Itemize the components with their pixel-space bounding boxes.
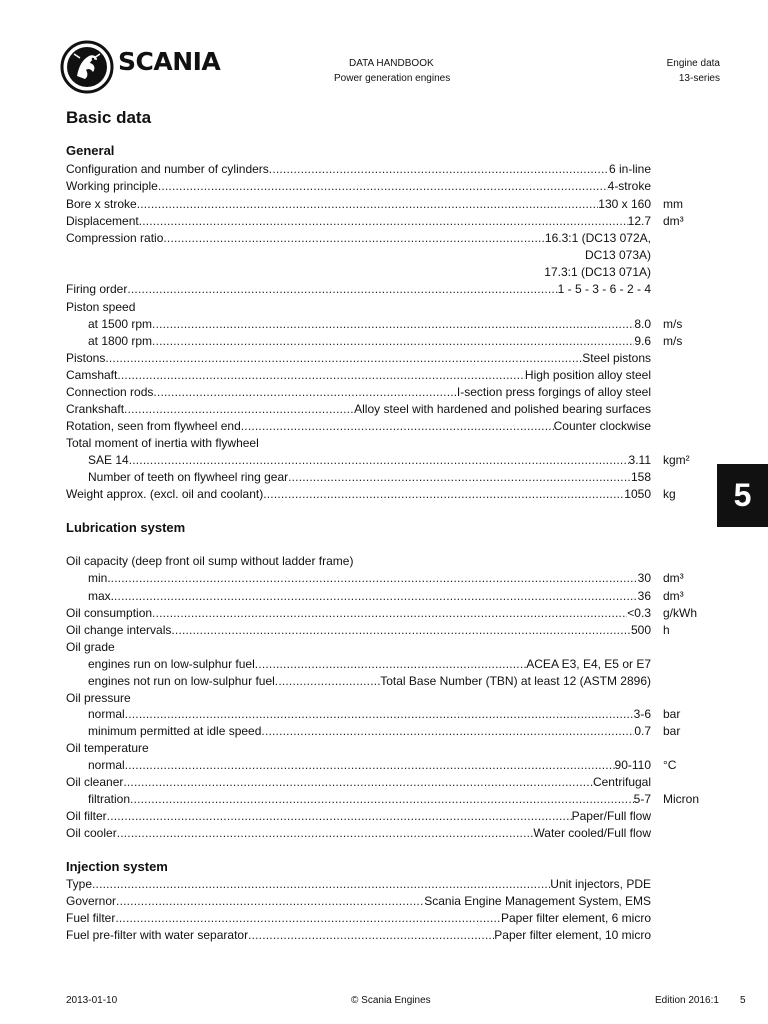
spec-label: Oil pressure	[66, 691, 131, 705]
leader-dots	[152, 333, 634, 349]
spec-row-oil-cleaner	[66, 774, 651, 790]
spec-value: Unit injectors, PDE	[550, 877, 651, 891]
leader-dots	[129, 452, 629, 468]
spec-label: Displacement	[66, 214, 139, 228]
spec-value: Steel pistons	[582, 351, 651, 365]
spec-label: SAE 14	[88, 453, 129, 467]
spec-label: min.	[88, 571, 111, 585]
leader-dots	[125, 757, 615, 773]
spec-value: Total Base Number (TBN) at least 12 (ASTM 2896)	[380, 674, 651, 688]
spec-label: Oil capacity (deep front oil sump without ladder frame)	[66, 554, 354, 568]
spec-row-not-low-sulphur	[88, 673, 651, 689]
spec-row-oil-temperature	[66, 740, 651, 756]
spec-label: Oil consumption	[66, 606, 153, 620]
spec-label: minimum permitted at idle speed	[88, 724, 262, 738]
leader-dots	[127, 281, 557, 297]
spec-row-configuration	[66, 161, 651, 177]
spec-row-oil-filter	[66, 808, 651, 824]
spec-label: Working principle	[66, 179, 158, 193]
spec-label: max.	[88, 589, 115, 603]
leader-dots	[263, 486, 624, 502]
spec-row-displacement	[66, 213, 651, 229]
spec-label: Camshaft	[66, 368, 118, 382]
spec-label: at 1800 rpm	[88, 334, 153, 348]
spec-value: 1050	[624, 487, 651, 501]
spec-value: 158	[630, 470, 651, 484]
spec-row-temp-normal	[88, 757, 651, 773]
spec-row-sae14	[88, 452, 651, 468]
spec-value: 3.11	[628, 453, 651, 467]
spec-row-low-sulphur	[88, 656, 651, 672]
spec-row-oil-pressure	[66, 690, 651, 706]
leader-dots	[123, 774, 593, 790]
spec-label: Type	[66, 877, 93, 891]
spec-row-camshaft	[66, 367, 651, 383]
spec-label: Governor	[66, 894, 117, 908]
chapter-tab: 5	[717, 464, 768, 527]
footer-copyright: © Scania Engines	[351, 995, 431, 1006]
leader-dots	[241, 418, 554, 434]
spec-row-pressure-idle	[88, 723, 651, 739]
leader-dots	[163, 230, 545, 246]
spec-value: Centrifugal	[592, 775, 651, 789]
leader-dots	[261, 723, 634, 739]
spec-label: Piston speed	[66, 300, 136, 314]
spec-row-oil-cooler	[66, 825, 651, 841]
spec-value: 90-110	[614, 758, 651, 772]
brand-name: SCANIA	[118, 47, 221, 76]
spec-value: Counter clockwise	[553, 419, 651, 433]
spec-value: 6 in-line	[608, 162, 651, 176]
spec-value: 16.3:1 (DC13 072A,	[544, 231, 651, 245]
spec-value: Alloy steel with hardened and polished bearing surfaces	[354, 402, 651, 416]
leader-dots	[124, 401, 354, 417]
spec-row-pressure-normal	[88, 706, 651, 722]
spec-value: 12.7	[627, 214, 651, 228]
spec-row-pistons	[66, 350, 651, 366]
spec-unit: °C	[663, 758, 677, 772]
section-title: Engine data	[666, 58, 720, 69]
spec-label: Oil temperature	[66, 741, 149, 755]
spec-row-weight	[66, 486, 651, 502]
spec-value: <0.3	[627, 606, 651, 620]
spec-unit: kgm²	[663, 453, 690, 467]
spec-value: 9.6	[634, 334, 651, 348]
leader-dots	[158, 178, 608, 194]
spec-value: ACEA E3, E4, E5 or E7	[526, 657, 651, 671]
spec-unit: bar	[663, 724, 681, 738]
spec-row-firing-order	[66, 281, 651, 297]
spec-value: 30	[637, 571, 651, 585]
section-heading-lubrication: Lubrication system	[66, 520, 186, 535]
spec-row-fuel-prefilter	[66, 927, 651, 943]
spec-value: 36	[637, 589, 651, 603]
leader-dots	[269, 161, 609, 177]
spec-row-filtration	[88, 791, 651, 807]
spec-row-oil-consumption	[66, 605, 651, 621]
spec-row-governor	[66, 893, 651, 909]
leader-dots	[107, 808, 572, 824]
spec-label: Oil cleaner	[66, 775, 124, 789]
page-title: Basic data	[66, 108, 152, 127]
leader-dots	[248, 927, 494, 943]
spec-unit: Micron	[663, 792, 700, 806]
spec-value: 5-7	[633, 792, 651, 806]
spec-unit: dm³	[663, 589, 684, 603]
spec-label: Connection rods	[66, 385, 154, 399]
spec-value: Paper/Full flow	[571, 809, 651, 823]
spec-label: Bore x stroke	[66, 197, 137, 211]
spec-label: engines not run on low-sulphur fuel	[88, 674, 275, 688]
spec-row-injection-type	[66, 876, 651, 892]
spec-row-oil-capacity	[66, 553, 651, 569]
spec-row-1500-rpm	[88, 316, 651, 332]
spec-row-connection-rods	[66, 384, 651, 400]
spec-label: Total moment of inertia with flywheel	[66, 436, 259, 450]
leader-dots	[139, 213, 628, 229]
spec-label: Fuel filter	[66, 911, 116, 925]
spec-unit: g/kWh	[663, 606, 698, 620]
spec-label: Crankshaft	[66, 402, 125, 416]
leader-dots	[171, 622, 631, 638]
spec-row-inertia	[66, 435, 651, 451]
spec-value: 4-stroke	[607, 179, 651, 193]
spec-row-oil-change	[66, 622, 651, 638]
spec-label: Oil change intervals	[66, 623, 172, 637]
spec-row-oil-max	[88, 588, 651, 604]
spec-label: Rotation, seen from flywheel end	[66, 419, 241, 433]
spec-value-continued: DC13 073A)	[584, 248, 651, 262]
doc-type: DATA HANDBOOK	[349, 58, 434, 69]
leader-dots	[137, 196, 599, 212]
leader-dots	[116, 893, 424, 909]
spec-row-oil-min	[88, 570, 651, 586]
leader-dots	[117, 367, 525, 383]
spec-unit: h	[663, 623, 670, 637]
spec-unit: dm³	[663, 571, 684, 585]
spec-value: Paper filter element, 6 micro	[500, 911, 651, 925]
leader-dots	[105, 350, 582, 366]
spec-unit: m/s	[663, 317, 683, 331]
spec-unit: kg	[663, 487, 676, 501]
spec-label: Number of teeth on flywheel ring gear	[88, 470, 289, 484]
spec-label: Configuration and number of cylinders	[66, 162, 269, 176]
spec-label: normal	[88, 758, 125, 772]
leader-dots	[275, 673, 380, 689]
griffin-emblem-icon	[60, 40, 114, 94]
spec-row-working-principle	[66, 178, 651, 194]
spec-unit: mm	[663, 197, 683, 211]
spec-value: 8.0	[634, 317, 651, 331]
leader-dots	[114, 588, 638, 604]
series-label: 13-series	[678, 73, 720, 84]
spec-value: Water cooled/Full flow	[533, 826, 651, 840]
leader-dots	[117, 825, 534, 841]
leader-dots	[125, 706, 634, 722]
spec-label: Pistons	[66, 351, 106, 365]
spec-row-piston-speed	[66, 299, 651, 315]
spec-row-rotation	[66, 418, 651, 434]
spec-unit: dm³	[663, 214, 684, 228]
spec-unit: m/s	[663, 334, 683, 348]
spec-label: Fuel pre-filter with water separator	[66, 928, 249, 942]
scania-logo	[60, 40, 260, 94]
spec-value: Paper filter element, 10 micro	[494, 928, 651, 942]
spec-value-continued: 17.3:1 (DC13 071A)	[544, 265, 651, 279]
section-heading-general: General	[66, 143, 115, 158]
spec-label: Oil cooler	[66, 826, 117, 840]
doc-subtitle: Power generation engines	[334, 73, 451, 84]
leader-dots	[152, 605, 627, 621]
spec-row-fuel-filter	[66, 910, 651, 926]
spec-label: Compression ratio	[66, 231, 164, 245]
footer-edition: Edition 2016:1	[655, 995, 719, 1006]
leader-dots	[153, 384, 457, 400]
spec-unit: bar	[663, 707, 681, 721]
spec-label: Oil filter	[66, 809, 107, 823]
footer-page-number: 5	[740, 995, 746, 1006]
spec-row-crankshaft	[66, 401, 651, 417]
spec-value: Scania Engine Management System, EMS	[424, 894, 651, 908]
spec-label: filtration	[88, 792, 131, 806]
section-heading-injection: Injection system	[66, 859, 168, 874]
leader-dots	[255, 656, 526, 672]
spec-row-oil-grade	[66, 639, 651, 655]
spec-label: Oil grade	[66, 640, 115, 654]
leader-dots	[92, 876, 550, 892]
leader-dots	[111, 570, 638, 586]
leader-dots	[288, 469, 631, 485]
spec-label: Weight approx. (excl. oil and coolant)	[66, 487, 264, 501]
spec-value: 0.7	[634, 724, 651, 738]
spec-value: 130 x 160	[598, 197, 651, 211]
leader-dots	[152, 316, 634, 332]
spec-label: Firing order	[66, 282, 128, 296]
spec-row-flywheel-teeth	[88, 469, 651, 485]
spec-value: 500	[630, 623, 651, 637]
leader-dots	[115, 910, 501, 926]
spec-label: at 1500 rpm	[88, 317, 153, 331]
spec-row-bore-stroke	[66, 196, 651, 212]
spec-label: normal	[88, 707, 125, 721]
spec-row-1800-rpm	[88, 333, 651, 349]
leader-dots	[130, 791, 634, 807]
spec-value: 1 - 5 - 3 - 6 - 2 - 4	[557, 282, 651, 296]
spec-value: 3-6	[633, 707, 651, 721]
spec-row-compression-ratio	[66, 230, 651, 246]
footer-date: 2013-01-10	[66, 995, 118, 1006]
spec-value: I-section press forgings of alloy steel	[456, 385, 651, 399]
spec-label: engines run on low-sulphur fuel	[88, 657, 255, 671]
spec-value: High position alloy steel	[524, 368, 651, 382]
